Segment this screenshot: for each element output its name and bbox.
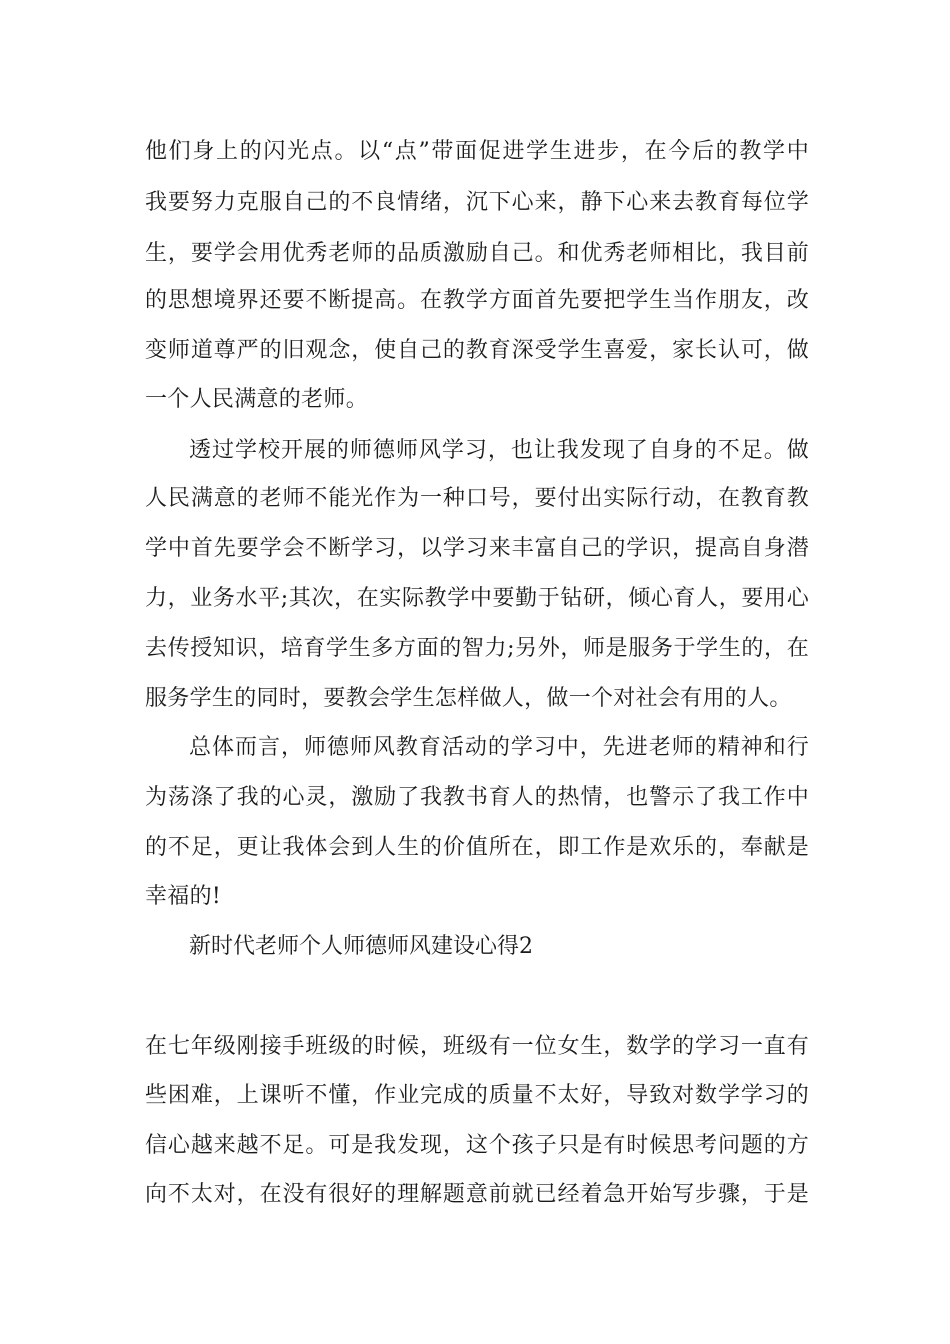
paragraph-2-line-4: 力，业务水平;其次，在实际教学中要勤于钻研，倾心育人，要用心 xyxy=(145,586,809,611)
section-heading: 新时代老师个人师德师风建设心得2 xyxy=(189,934,533,959)
paragraph-1-line-6: 一个人民满意的老师。 xyxy=(145,387,369,412)
paragraph-4-line-2: 些困难，上课听不懂，作业完成的质量不太好，导致对数学学习的 xyxy=(145,1083,809,1108)
paragraph-2-line-6: 服务学生的同时，要教会学生怎样做人，做一个对社会有用的人。 xyxy=(145,686,792,711)
paragraph-2-line-1: 透过学校开展的师德师风学习，也让我发现了自身的不足。做 xyxy=(189,438,809,463)
paragraph-1-line-3: 生，要学会用优秀老师的品质激励自己。和优秀老师相比，我目前 xyxy=(145,241,809,266)
paragraph-2-line-5: 去传授知识，培育学生多方面的智力;另外，师是服务于学生的，在 xyxy=(145,636,809,661)
paragraph-4-line-1: 在七年级刚接手班级的时候，班级有一位女生，数学的学习一直有 xyxy=(145,1034,809,1059)
paragraph-2-line-2: 人民满意的老师不能光作为一种口号，要付出实际行动，在教育教 xyxy=(145,486,809,511)
paragraph-2-line-3: 学中首先要学会不断学习，以学习来丰富自己的学识，提高自身潜 xyxy=(145,536,809,561)
paragraph-1-line-2: 我要努力克服自己的不良情绪，沉下心来，静下心来去教育每位学 xyxy=(145,190,809,215)
paragraph-3-line-1: 总体而言，师德师风教育活动的学习中，先进老师的精神和行 xyxy=(189,735,809,760)
paragraph-3-line-2: 为荡涤了我的心灵，激励了我教书育人的热情，也警示了我工作中 xyxy=(145,785,809,810)
paragraph-1-line-5: 变师道尊严的旧观念，使自己的教育深受学生喜爱，家长认可，做 xyxy=(145,338,809,363)
paragraph-1-line-1: 他们身上的闪光点。以“点”带面促进学生进步，在今后的教学中 xyxy=(145,139,809,164)
paragraph-4-line-3: 信心越来越不足。可是我发现，这个孩子只是有时候思考问题的方 xyxy=(145,1133,809,1158)
paragraph-3-line-4: 幸福的! xyxy=(145,884,222,909)
paragraph-1-line-4: 的思想境界还要不断提高。在教学方面首先要把学生当作朋友，改 xyxy=(145,288,809,313)
paragraph-4-line-4: 向不太对，在没有很好的理解题意前就已经着急开始写步骤，于是 xyxy=(145,1182,809,1207)
paragraph-3-line-3: 的不足，更让我体会到人生的价值所在，即工作是欢乐的，奉献是 xyxy=(145,835,809,860)
